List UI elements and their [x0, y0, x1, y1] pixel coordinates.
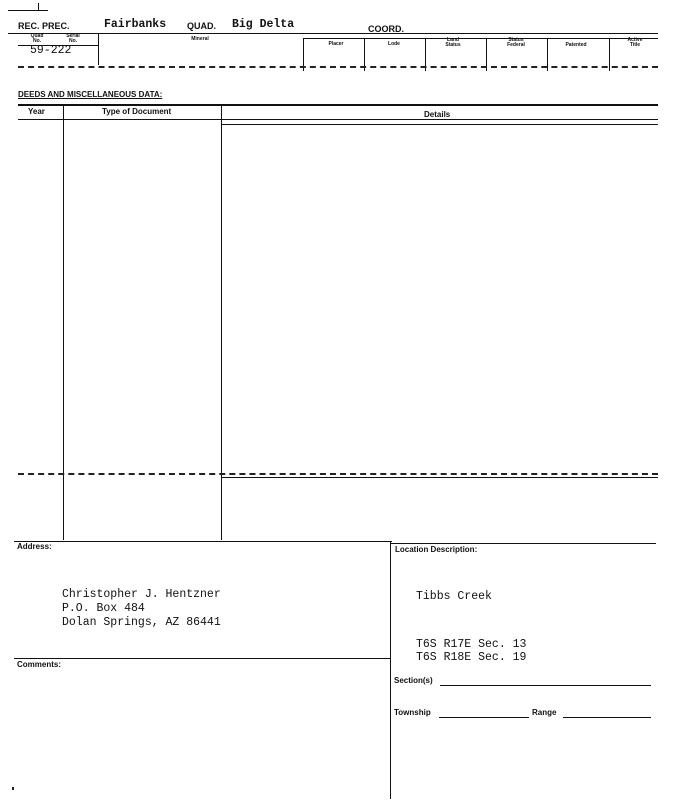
top-scan-tick	[38, 3, 39, 11]
deeds-header-rule	[18, 119, 658, 120]
claim-table-top-rule-right	[303, 38, 658, 39]
address-line: Dolan Springs, AZ 86441	[62, 616, 221, 629]
bottom-col-divider	[390, 541, 391, 799]
serial-no-label: Serial No.	[66, 33, 80, 44]
township-field[interactable]	[439, 717, 529, 718]
land-status-label: Land Status	[445, 37, 461, 48]
address-line: Christopher J. Hentzner	[62, 588, 221, 601]
comments-top-rule	[14, 658, 390, 659]
address-top-rule	[14, 541, 392, 542]
location-legal	[416, 638, 526, 664]
legal-line: T6S R18E Sec. 19	[416, 651, 527, 664]
top-scan-mark	[8, 10, 48, 11]
placer-label: Placer	[328, 41, 344, 47]
deeds-subrule	[222, 477, 658, 478]
range-label: Range	[532, 708, 557, 717]
location-label: Location Description:	[395, 545, 478, 554]
quad-value: Big Delta	[232, 18, 295, 31]
scan-speck	[12, 787, 14, 790]
active-title-label: Active Title	[627, 37, 643, 48]
status-federal-label: Status Federal	[507, 37, 525, 48]
lode-label: Lode	[388, 41, 400, 47]
sections-field[interactable]	[440, 685, 651, 686]
claim-col-divider-1	[98, 34, 99, 65]
address-block	[62, 588, 221, 630]
quad-label: QUAD.	[187, 21, 216, 31]
coord-label: COORD.	[368, 24, 404, 34]
township-label: Township	[394, 708, 431, 717]
comments-label: Comments:	[17, 660, 62, 669]
quad-no-label: Quad No.	[30, 33, 44, 44]
deeds-header-rule-2	[222, 124, 658, 125]
deeds-col-year: Year	[28, 107, 45, 116]
location-name: Tibbs Creek	[416, 590, 492, 603]
address-line: P.O. Box 484	[62, 602, 145, 615]
legal-line: T6S R17E Sec. 13	[416, 638, 527, 651]
deeds-top-rule	[18, 104, 658, 106]
claim-table-dashed-rule	[18, 66, 658, 68]
sections-label: Section(s)	[394, 676, 433, 685]
rec-prec-value: Fairbanks	[104, 18, 167, 31]
deeds-section-title: DEEDS AND MISCELLANEOUS DATA:	[18, 90, 163, 99]
header-underline	[8, 33, 658, 34]
address-label: Address:	[17, 542, 52, 551]
location-top-rule	[391, 543, 656, 544]
patented-label: Patented	[565, 42, 587, 48]
deeds-col-type: Type of Document	[102, 107, 172, 116]
range-field[interactable]	[563, 717, 651, 718]
deeds-col-details: Details	[424, 110, 451, 119]
rec-prec-label: REC. PREC.	[18, 21, 70, 31]
mineral-label: Mineral	[191, 36, 209, 42]
deeds-dashed-rule	[18, 473, 658, 475]
quad-serial-value: 59-222	[30, 44, 72, 57]
